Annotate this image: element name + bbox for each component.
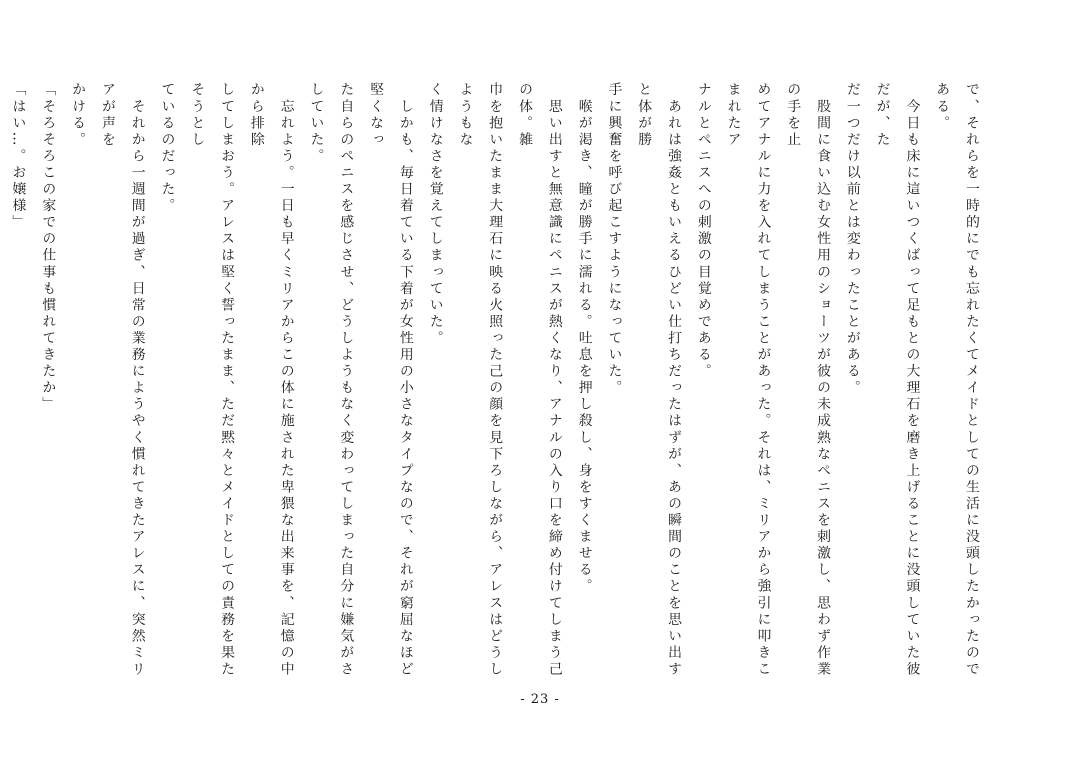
text-line: だ一つだけ以前とは変わったことがある。 <box>843 82 860 397</box>
text-line: めてアナルに力を入れてしまうことがあった。それは、ミリアから強引に叩きこまれたア <box>724 82 771 678</box>
text-line <box>0 82 2 678</box>
text-line: 「そろそろこの家での仕事も慣れてきたか」 <box>39 82 56 413</box>
text-line: それから一週間が過ぎ、日常の業務にようやく慣れてきたアレスに、突然ミリアが声を <box>98 82 145 678</box>
text-line: た自らのペニスを感じさせ、どうしようもなく変わってしまった自分に嫌気がさしていた。 <box>307 82 354 678</box>
text-line: 喉が渇き、瞳が勝手に濡れる。吐息を押し殺し、身をすくませる。 <box>575 82 592 596</box>
text-line: 今日も床に這いつくばって足もとの大理石を磨き上げることに没頭していた彼だが、た <box>873 82 920 678</box>
text-line: あれは強姦ともいえるひどい仕打ちだったはずが、あの瞬間のことを思い出すと体が勝 <box>635 82 682 678</box>
text-line: かける。 <box>69 82 86 149</box>
text-line: く情けなさを覚えてしまっていた。 <box>426 82 443 347</box>
text-line: 「はい…。お嬢様」 <box>9 82 26 231</box>
text-line: 思い出すと無意識にペニスが熱くなり、アナルの入り口を締め付けてしまう己の体。雑 <box>516 82 562 678</box>
text-line: 忘れよう。一日も早くミリアからこの体に施された卑猥な出来事を、記憶の中から排除 <box>247 82 294 678</box>
text-line: ているのだった。 <box>158 82 175 215</box>
text-line: ナルとペニスへの刺激の目覚めである。 <box>694 82 711 380</box>
body-text <box>9 82 985 678</box>
text-line: で、それらを一時的にでも忘れたくてメイドとしての生活に没頭したかったのである。 <box>933 82 979 678</box>
text-line: 股間に食い込む女性用のショーツが彼の未成熟なペニスを刺激し、思わず作業の手を止 <box>784 82 831 678</box>
text-line: 巾を抱いたまま大理石に映る火照った己の顔を見下ろしながら、アレスはどうしようもな <box>456 82 503 678</box>
page-number: - 23 - <box>520 692 560 707</box>
text-line: しかも、毎日着ている下着が女性用の小さなタイプなので、それが窮屈なほど堅くなっ <box>367 82 413 678</box>
text-line: してしまおう。アレスは堅く誓ったまま、ただ黙々とメイドとしての責務を果たそうとし <box>188 82 235 678</box>
text-line: 手に興奮を呼び起こすようになっていた。 <box>605 82 622 397</box>
